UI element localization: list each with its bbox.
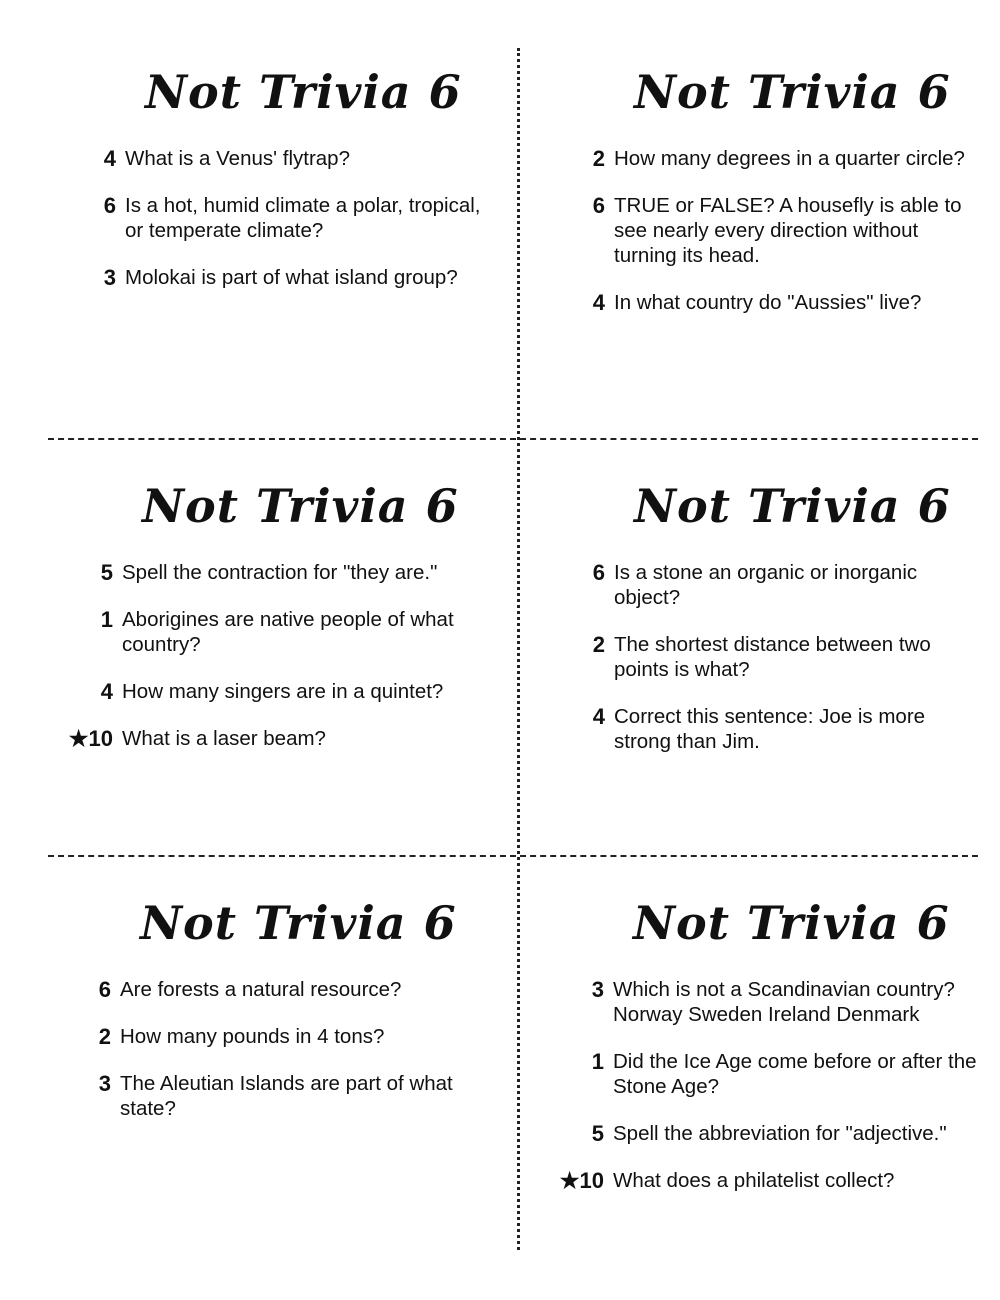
question-text: Correct this sentence: Joe is more strong than Jim. [614, 705, 926, 753]
trivia-card-top-right [592, 64, 974, 337]
question-points: 2 [592, 632, 605, 657]
question-text: Did the Ice Age come before or after the Stone Age? [613, 1050, 977, 1098]
question-text: The Aleutian Islands are part of what state? [120, 1072, 453, 1120]
question-text: How many degrees in a quarter circle? [614, 147, 965, 170]
question-item [98, 977, 490, 1002]
question-points: 2 [98, 1024, 111, 1049]
question-item [68, 726, 492, 751]
question-item [592, 632, 974, 682]
question-points: 6 [592, 193, 605, 218]
question-points: 5 [100, 560, 113, 585]
question-text: How many pounds in 4 tons? [120, 1025, 385, 1048]
question-text: The shortest distance between two points is what? [614, 633, 931, 681]
question-points: 4 [103, 146, 116, 171]
question-points: 1 [591, 1049, 604, 1074]
question-item [592, 193, 974, 268]
question-points: 3 [591, 977, 604, 1002]
card-title: Not Trivia 6 [634, 65, 951, 119]
trivia-card-middle-left [68, 478, 492, 773]
question-text: Which is not a Scandinavian country? Norway Sweden Ireland Denmark [613, 978, 955, 1026]
bonus-question-points: ★10 [68, 726, 113, 751]
question-text: What is a Venus' flytrap? [125, 147, 350, 170]
question-item [100, 607, 492, 657]
card-title: Not Trivia 6 [633, 896, 950, 950]
question-points: 3 [98, 1071, 111, 1096]
question-text: TRUE or FALSE? A housefly is able to see nearly every direction without turning its head. [614, 194, 962, 267]
trivia-card-bottom-right [559, 895, 978, 1215]
question-item [98, 1024, 490, 1049]
question-text: Are forests a natural resource? [120, 978, 402, 1001]
question-text: What does a philatelist collect? [613, 1169, 895, 1192]
question-text: Aborigines are native people of what country? [122, 608, 454, 656]
question-item [100, 560, 492, 585]
question-item [592, 704, 974, 754]
question-item [592, 290, 974, 315]
trivia-card-middle-right [592, 478, 974, 776]
question-item [559, 1168, 978, 1193]
question-item [591, 1121, 978, 1146]
question-points: 4 [592, 290, 605, 315]
card-title: Not Trivia 6 [145, 65, 462, 119]
horizontal-cut-line-top [48, 438, 978, 440]
trivia-card-top-left [103, 64, 495, 312]
question-text: Spell the contraction for "they are." [122, 561, 438, 584]
question-item [98, 1071, 490, 1121]
question-item [103, 193, 495, 243]
question-points: 6 [98, 977, 111, 1002]
question-points: 6 [592, 560, 605, 585]
question-text: What is a laser beam? [122, 727, 326, 750]
question-text: In what country do "Aussies" live? [614, 291, 922, 314]
question-item [103, 265, 495, 290]
question-text: How many singers are in a quintet? [122, 680, 444, 703]
card-title: Not Trivia 6 [140, 896, 457, 950]
question-points: 4 [100, 679, 113, 704]
question-points: 4 [592, 704, 605, 729]
question-item [592, 146, 974, 171]
horizontal-cut-line-bottom [48, 855, 978, 857]
question-text: Is a hot, humid climate a polar, tropical, or temperate climate? [125, 194, 481, 242]
question-text: Molokai is part of what island group? [125, 266, 458, 289]
question-points: 1 [100, 607, 113, 632]
question-item [591, 977, 978, 1027]
question-item [591, 1049, 978, 1099]
vertical-cut-line [517, 48, 520, 1250]
card-title: Not Trivia 6 [634, 479, 951, 533]
question-text: Is a stone an organic or inorganic object? [614, 561, 918, 609]
question-item [103, 146, 495, 171]
card-title: Not Trivia 6 [142, 479, 459, 533]
question-points: 6 [103, 193, 116, 218]
question-item [592, 560, 974, 610]
trivia-card-bottom-left [98, 895, 490, 1143]
question-points: 2 [592, 146, 605, 171]
bonus-question-points: ★10 [559, 1168, 604, 1193]
question-points: 3 [103, 265, 116, 290]
question-points: 5 [591, 1121, 604, 1146]
question-item [100, 679, 492, 704]
question-text: Spell the abbreviation for "adjective." [613, 1122, 947, 1145]
